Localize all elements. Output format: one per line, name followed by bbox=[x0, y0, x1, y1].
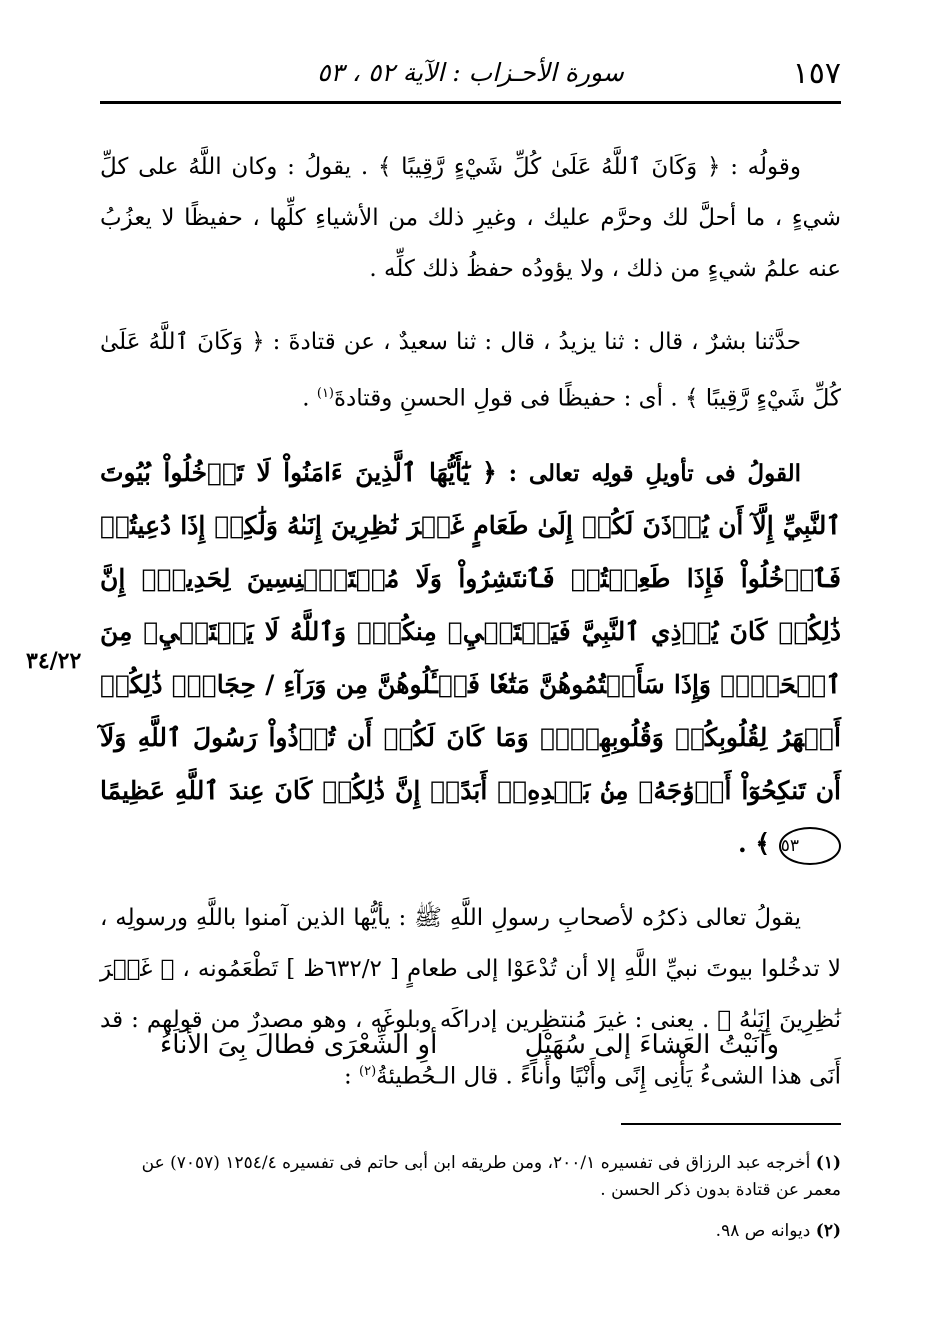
paragraph-3 bbox=[100, 447, 841, 871]
footnote-ref-2: (٢) bbox=[359, 1063, 377, 1079]
page-number: ١٥٧ bbox=[792, 56, 841, 91]
header-rule bbox=[100, 101, 841, 104]
running-title: سورة الأحـزاب : الآية ٥٢ ، ٥٣ bbox=[317, 58, 624, 87]
verse-number-marker: ٥٣ bbox=[779, 827, 841, 865]
verse-end: ﴾ . bbox=[737, 828, 779, 858]
margin-reference: ٣٤/٢٢ bbox=[26, 648, 82, 674]
poetry-hemistich-left: أوِ الشِّعْرَى فطالَ بِىَ الأَناءُ bbox=[160, 1030, 438, 1060]
footnote-1-text: أخرجه عبد الرزاق فى تفسيره ٢٠٠/١، ومن طريقه ابن أبى حاتم فى تفسيره ١٢٥٤/٤ (٧٠٥٧) عن معمر عن قتادة بدون ذكر الحسن . bbox=[141, 1153, 841, 1200]
footnotes bbox=[100, 1150, 841, 1259]
paragraph-2 bbox=[100, 317, 841, 425]
poetry-verse bbox=[160, 1030, 779, 1080]
footnote-1 bbox=[100, 1150, 841, 1204]
footnote-2-text: ديوانه ص ٩٨. bbox=[715, 1221, 816, 1241]
poetry-hemistich-right: وآنَيْتُ العَشاءَ إلى سُهَيْلٍ bbox=[524, 1030, 779, 1060]
paragraph-2-tail: . bbox=[302, 385, 317, 412]
main-text bbox=[100, 142, 841, 1102]
footnote-ref-1: (١) bbox=[316, 386, 334, 401]
paragraph-2-text: حدَّثنا بشرٌ ، قال : ثنا يزيدُ ، قال : ثنا سعيدٌ ، عن قتادةَ : ﴿ وَكَانَ ٱللَّهُ عَلَىٰ كُلِّ شَيْءٍ رَّقِيبًا ﴾ . أى : حفيظًا فى قولِ الحسنِ وقتادةَ bbox=[100, 329, 841, 412]
page-header bbox=[100, 52, 841, 100]
footnote-2 bbox=[100, 1218, 841, 1245]
section-heading: القولُ فى تأويلِ قولِه تعالى : bbox=[496, 459, 801, 487]
paragraph-1 bbox=[100, 142, 841, 295]
footnote-2-number: (٢) bbox=[815, 1221, 841, 1241]
paragraph-1-text: وقولُه : ﴿ وَكَانَ ٱللَّهُ عَلَىٰ كُلِّ شَيْءٍ رَّقِيبًا ﴾ . يقولُ : وكان اللَّهُ على كلِّ شيءٍ ، ما أحلَّ لك وحرَّم عليك ، وغيرِ ذلك من الأشياءِ كلِّها ، حفيظًا لا يعزُبُ عنه علمُ شيءٍ من ذلك ، ولا يؤودُه حفظُ ذلك كلِّه . bbox=[100, 154, 841, 282]
footnote-1-number: (١) bbox=[815, 1153, 841, 1173]
paragraph-4-tail: : bbox=[343, 1063, 359, 1090]
paragraph-4-text: يقولُ تعالى ذكرُه لأصحابِ رسولِ اللَّهِ ﷺ : يأيُّها الذين آمنوا باللَّهِ ورسولِه ، لا تدخُلوا بيوتَ نبيِّ اللَّهِ إلا أن تُدْعَوْا إلى طعامٍ [ ٦٣٢/٢ظ ] تَطْعَمُونه ، ﴿ غَيۡرَ نَٰظِرِينَ إِنَىٰهُ ﴾ . يعنى : غيرَ مُنتظِرين إدراكَه وبلوغَه ، وهو مصدرٌ من قولِهم : قد أَنَى هذا الشىءُ يَأْنِى إِنًى وأَنْيًا وأَناءً . قال الـحُطيئةُ bbox=[100, 904, 841, 1090]
footnote-rule bbox=[621, 1123, 841, 1125]
quran-verse: ﴿ يَٰٓأَيُّهَا ٱلَّذِينَ ءَامَنُواْ لَا تَدۡخُلُواْ بُيُوتَ ٱلنَّبِيِّ إِلَّآ أَن يُؤۡذَنَ لَكُمۡ إِلَىٰ طَعَامٍ غَيۡرَ نَٰظِرِينَ إِنَىٰهُ وَلَٰكِنۡ إِذَا دُعِيتُمۡ فَٱدۡخُلُواْ فَإِذَا طَعِمۡتُمۡ فَٱنتَشِرُواْ وَلَا مُسۡتَـٔۡنِسِينَ لِحَدِيثٍۚ إِنَّ ذَٰلِكُمۡ كَانَ يُؤۡذِي ٱلنَّبِيَّ فَيَسۡتَحۡيِۦ مِنكُمۡۖ وَٱللَّهُ لَا يَسۡتَحۡيِۦ مِنَ ٱلۡحَقِّۚ وَإِذَا سَأَلۡتُمُوهُنَّ مَتَٰعٗا فَسۡـَٔلُوهُنَّ مِن وَرَآءِ / حِجَابٖۚ ذَٰلِكُمۡ أَطۡهَرُ لِقُلُوبِكُمۡ وَقُلُوبِهِنَّۚ وَمَا كَانَ لَكُمۡ أَن تُؤۡذُواْ رَسُولَ ٱللَّهِ وَلَآ أَن تَنكِحُوٓاْ أَزۡوَٰجَهُۥ مِنۢ بَعۡدِهِۦٓ أَبَدًاۚ إِنَّ ذَٰلِكُمۡ كَانَ عِندَ ٱللَّهِ عَظِيمًا bbox=[100, 457, 841, 805]
